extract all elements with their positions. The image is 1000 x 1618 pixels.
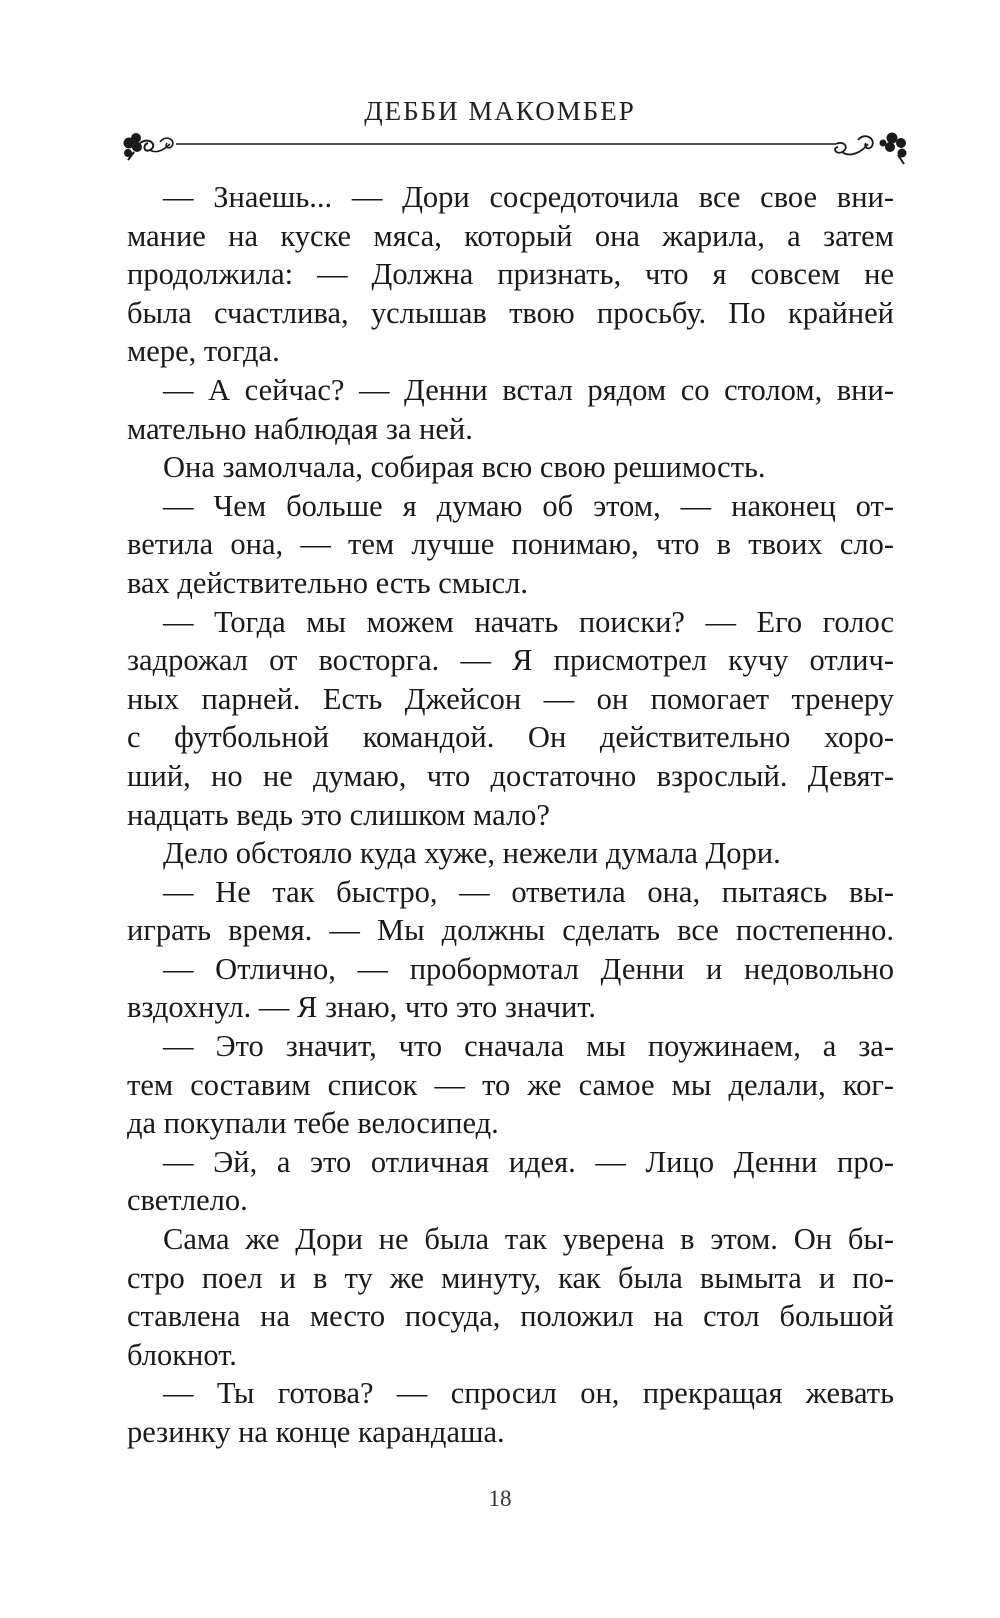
text-line: — Это значит, что сначала мы поужинаем, а за- [163,1029,894,1064]
text-line: — Эй, а это отличная идея. — Лицо Денни про- [163,1144,894,1179]
page-body-text [127,178,894,1452]
text-line: Она замолчала, собирая всю свою решимость. [163,450,766,485]
left-flourish-icon [124,133,173,160]
text-line: стро поел и в ту же минуту, как была вымыта и по- [127,1260,894,1295]
text-line: надцать ведь это слишком мало? [127,797,550,832]
text-line: ных парней. Есть Джейсон — он помогает тренеру [127,681,894,716]
text-line: вах действительно есть смысл. [127,565,528,600]
text-line: тем составим список — то же самое мы делали, ког- [127,1067,894,1102]
text-line: была счастлива, услышав твою просьбу. По крайней [127,295,894,330]
text-line: да покупали тебе велосипед. [127,1106,499,1141]
text-line: ветила она, — тем лучше понимаю, что в твоих сло- [127,527,894,562]
text-line: мере, тогда. [127,334,280,369]
text-line: вздохнул. — Я знаю, что это значит. [127,990,596,1025]
text-line: резинку на конце карандаша. [127,1415,505,1449]
text-line: — Знаешь... — Дори сосредоточила все свое вни- [163,180,894,214]
page-number: 18 [488,1486,512,1511]
text-line: играть время. — Мы должны сделать все постепенно. [127,913,894,948]
text-line: мание на куске мяса, который она жарила, а затем [127,218,894,253]
text-line: задрожал от восторга. — Я присмотрел кучу отлич- [127,643,894,678]
text-line: — А сейчас? — Денни встал рядом со столом, вни- [163,372,894,407]
text-line: — Отлично, — пробормотал Денни и недовольно [163,951,894,986]
text-line: ший, но не думаю, что достаточно взрослый. Девят- [127,758,894,793]
text-line: ставлена на место посуда, положил на стол большой [127,1299,894,1334]
text-line: — Тогда мы можем начать поиски? — Его голос [163,604,894,639]
text-line: Сама же Дори не была так уверена в этом. Он бы- [163,1222,894,1257]
text-line: — Ты готова? — спросил он, прекращая жевать [163,1376,894,1411]
right-flourish-icon [835,133,906,165]
text-line: продолжила: — Должна признать, что я совсем не [127,257,894,292]
floral-divider-icon [120,128,920,172]
text-line: светлело. [127,1183,248,1218]
text-line: блокнот. [127,1337,237,1372]
text-line: Дело обстояло куда хуже, нежели думала Дори. [163,836,781,871]
text-line: мательно наблюдая за ней. [127,411,473,446]
running-head: ДЕББИ МАКОМБЕР [364,96,636,126]
text-line: с футбольной командой. Он действительно хоро- [127,720,894,755]
text-line: — Чем больше я думаю об этом, — наконец от- [163,488,894,523]
text-line: — Не так быстро, — ответила она, пытаясь вы- [163,874,894,909]
